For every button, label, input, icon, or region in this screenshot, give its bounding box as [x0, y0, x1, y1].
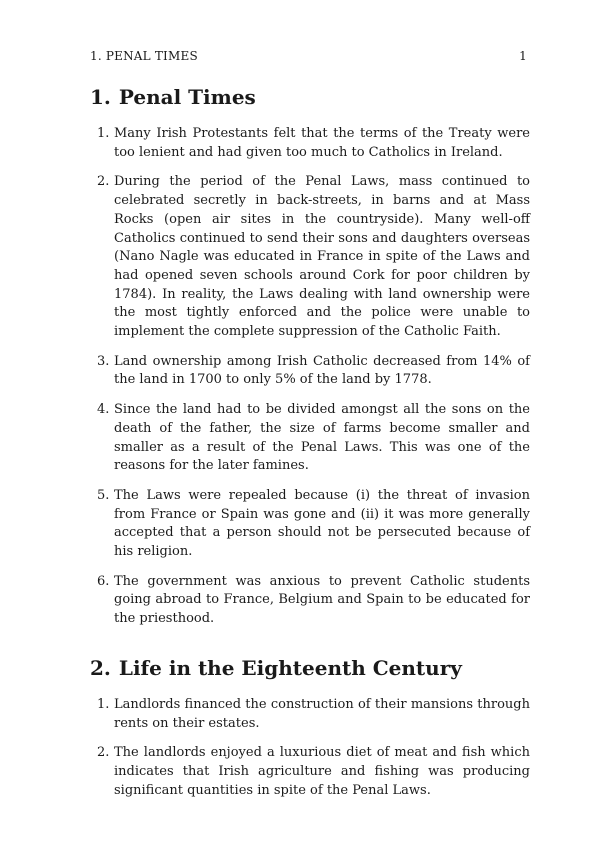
section-title: Life in the Eighteenth Century [118, 655, 462, 680]
numbered-list [90, 696, 530, 801]
list-marker: 2. [97, 745, 110, 761]
page-number: 1 [519, 49, 527, 63]
section-heading [90, 82, 530, 112]
list-marker: 1. [97, 696, 110, 712]
running-header [90, 49, 527, 63]
section-heading [90, 653, 530, 683]
list-item-text: The government was anxious to prevent Catholic students going abroad to France, Belgium and Spain to be educated for the priesthood. [114, 573, 530, 627]
list-item [90, 173, 530, 341]
section-penal-times [90, 82, 530, 629]
section-title: Penal Times [118, 85, 256, 109]
list-item [90, 401, 530, 476]
list-item-text: During the period of the Penal Laws, mass continued to celebrated secretly in back-streets, in barns and at Mass Rocks (open air sites in the countryside). Many well-off Catholics continued to send their sons and daughters overseas (Nano Nagle was educated in France in spite of the Laws and had opened seven schools around Cork for poor children by 1784). In reality, the Laws dealing with land ownership were the most tightly enforced and the police were unable to implement the complete suppression of the Catholic Faith. [114, 174, 530, 340]
list-item [90, 125, 530, 162]
list-marker: 1. [97, 126, 110, 141]
list-item [90, 353, 530, 390]
list-item [90, 696, 530, 733]
list-item [90, 487, 530, 562]
numbered-list [90, 125, 530, 629]
list-item-text: Since the land had to be divided amongst all the sons on the death of the father, the size of farms become smaller and smaller as a result of the Penal Laws. This was one of the reasons for the later famines. [114, 402, 530, 474]
list-item-text: The landlords enjoyed a luxurious diet of meat and fish which indicates that Irish agriculture and fishing was producing significant quantities in spite of the Penal Laws. [114, 745, 530, 798]
list-item-text: Land ownership among Irish Catholic decreased from 14% of the land in 1700 to only 5% of the land by 1778. [114, 353, 530, 388]
running-header-title: 1. PENAL TIMES [90, 49, 198, 63]
section-number: 2. [90, 655, 111, 680]
list-marker: 2. [97, 174, 110, 190]
list-marker: 4. [97, 402, 110, 418]
section-number: 1. [90, 85, 111, 109]
list-marker: 3. [97, 353, 110, 369]
list-item [90, 744, 530, 800]
list-item-text: Many Irish Protestants felt that the terms of the Treaty were too lenient and had given too much to Catholics in Ireland. [114, 126, 530, 160]
list-item [90, 573, 530, 629]
list-marker: 6. [97, 573, 110, 589]
section-eighteenth-century [90, 653, 530, 801]
list-item-text: Landlords financed the construction of their mansions through rents on their estates. [114, 696, 530, 731]
list-marker: 5. [97, 487, 110, 503]
list-item-text: The Laws were repealed because (i) the threat of invasion from France or Spain was gone and (ii) it was more generally accepted that a person should not be persecuted because of his religion. [114, 487, 530, 560]
document-body [90, 82, 530, 811]
